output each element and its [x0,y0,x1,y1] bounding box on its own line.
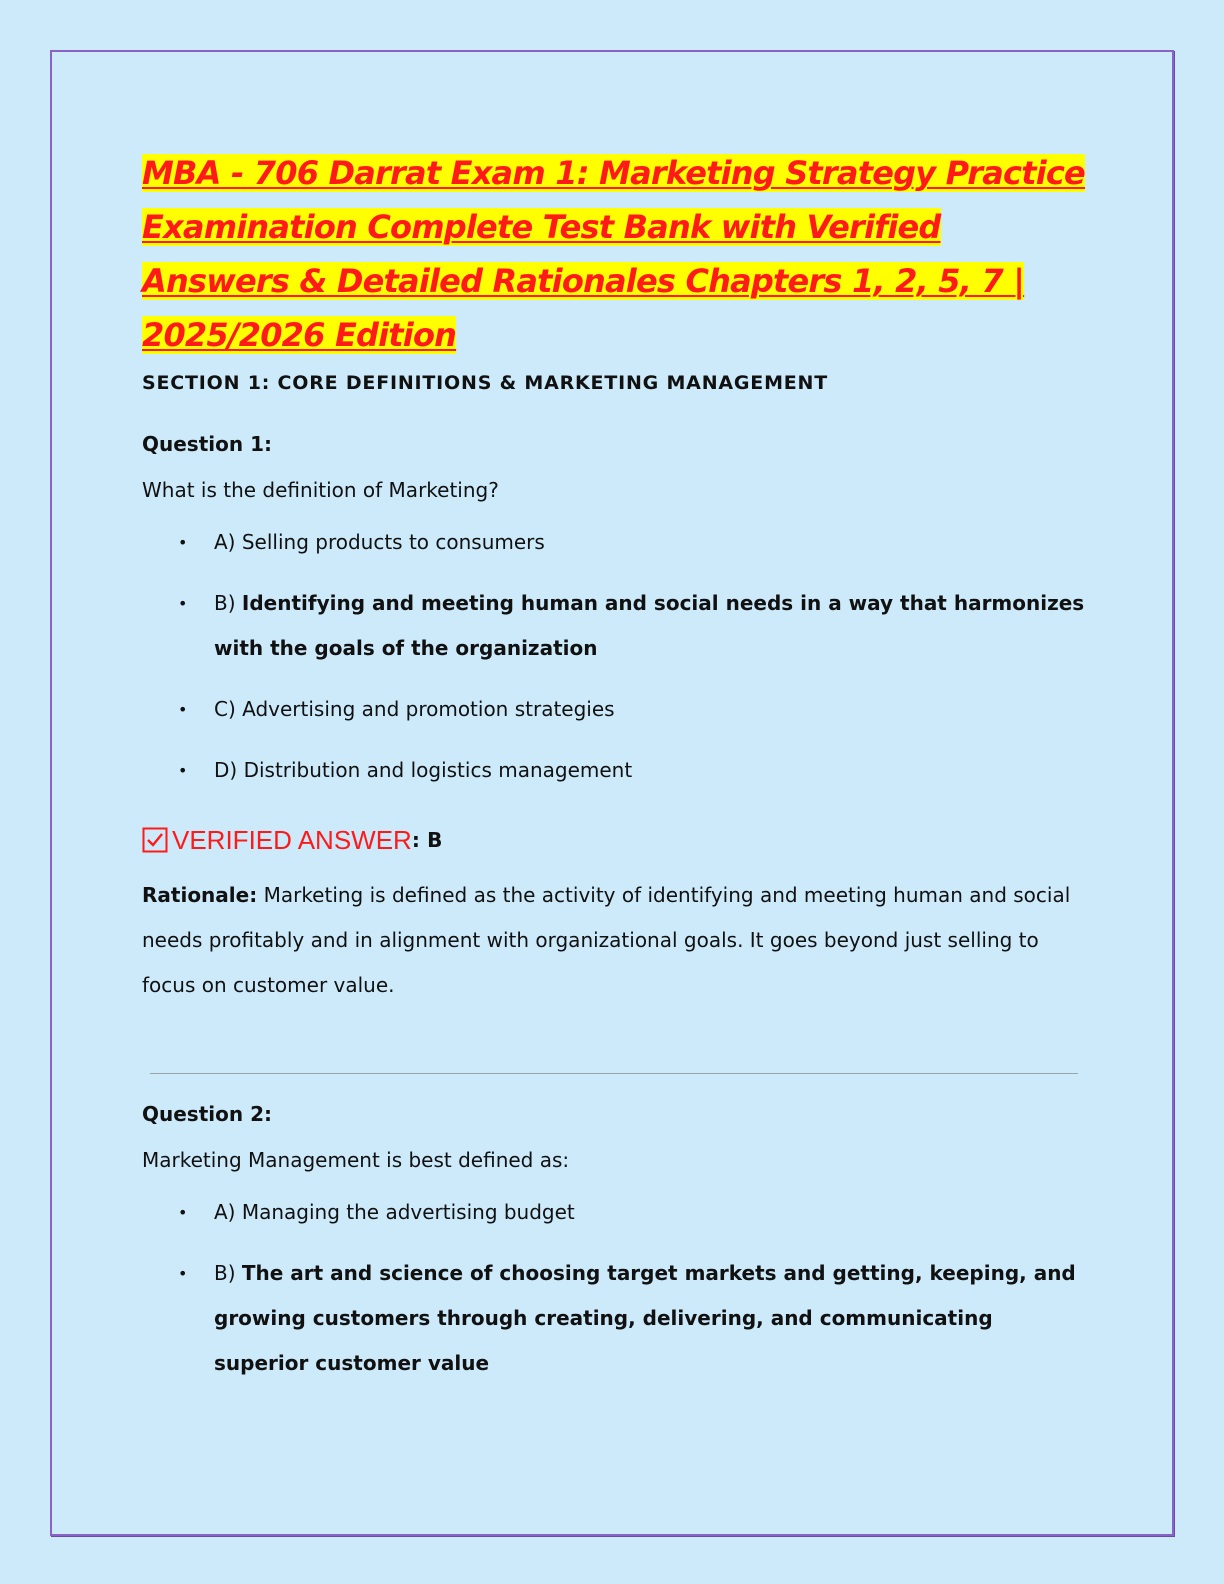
verified-answer [142,823,1092,857]
rationale [142,873,1092,1008]
verified-answer-letter: B [427,828,443,852]
option-a [142,520,1092,565]
question-text: What is the definition of Marketing? [142,478,499,502]
bullet-icon: • [178,700,188,719]
option-b [142,1251,1092,1386]
option-c [142,687,1092,732]
document-title: MBA - 706 Darrat Exam 1: Marketing Strategy Practice Examination Complete Test Bank with Verified Answers & Detailed Rationales Chapters 1, 2, 5, 7 | 2025/2026 Edition [142,154,1085,354]
question-label: Question 2: [142,1102,272,1126]
option-a [142,1190,1092,1235]
verified-separator: : [411,828,420,852]
question-1 [142,430,1092,1008]
option-letter: C) [214,697,236,721]
option-letter: D) [214,758,238,782]
bullet-icon: • [178,761,188,780]
section-heading: SECTION 1: CORE DEFINITIONS & MARKETING MANAGEMENT [142,372,829,394]
bullet-icon: • [178,594,188,613]
option-letter: B) [214,1261,236,1285]
question-label: Question 1: [142,432,272,456]
question-text: Marketing Management is best defined as: [142,1148,570,1172]
question-2 [142,1100,1092,1386]
bullet-icon: • [178,1203,188,1222]
verified-label: VERIFIED ANSWER [172,825,412,855]
bullet-icon: • [178,1264,188,1283]
option-b [142,581,1092,671]
question-divider [150,1073,1078,1074]
rationale-text: Marketing is defined as the activity of identifying and meeting human and social needs profitably and in alignment with organizational goals. It goes beyond just selling to focus on customer value. [142,883,1071,997]
option-d [142,748,1092,793]
option-text: Selling products to consumers [241,530,545,554]
option-letter: A) [214,530,236,554]
option-text-correct: The art and science of choosing target markets and getting, keeping, and growing customers through creating, delivering, and communicating superior customer value [214,1261,1076,1375]
options-list [142,1190,1092,1386]
option-letter: A) [214,1200,236,1224]
checkbox-check-icon [142,827,168,853]
options-list [142,520,1092,793]
option-text: Distribution and logistics management [243,758,633,782]
option-letter: B) [214,591,236,615]
option-text-correct: Identifying and meeting human and social needs in a way that harmonizes with the goals of the organization [214,591,1085,660]
bullet-icon: • [178,533,188,552]
option-text: Advertising and promotion strategies [242,697,615,721]
rationale-label: Rationale: [142,883,258,907]
document-content [142,146,1092,1375]
option-text: Managing the advertising budget [241,1200,575,1224]
